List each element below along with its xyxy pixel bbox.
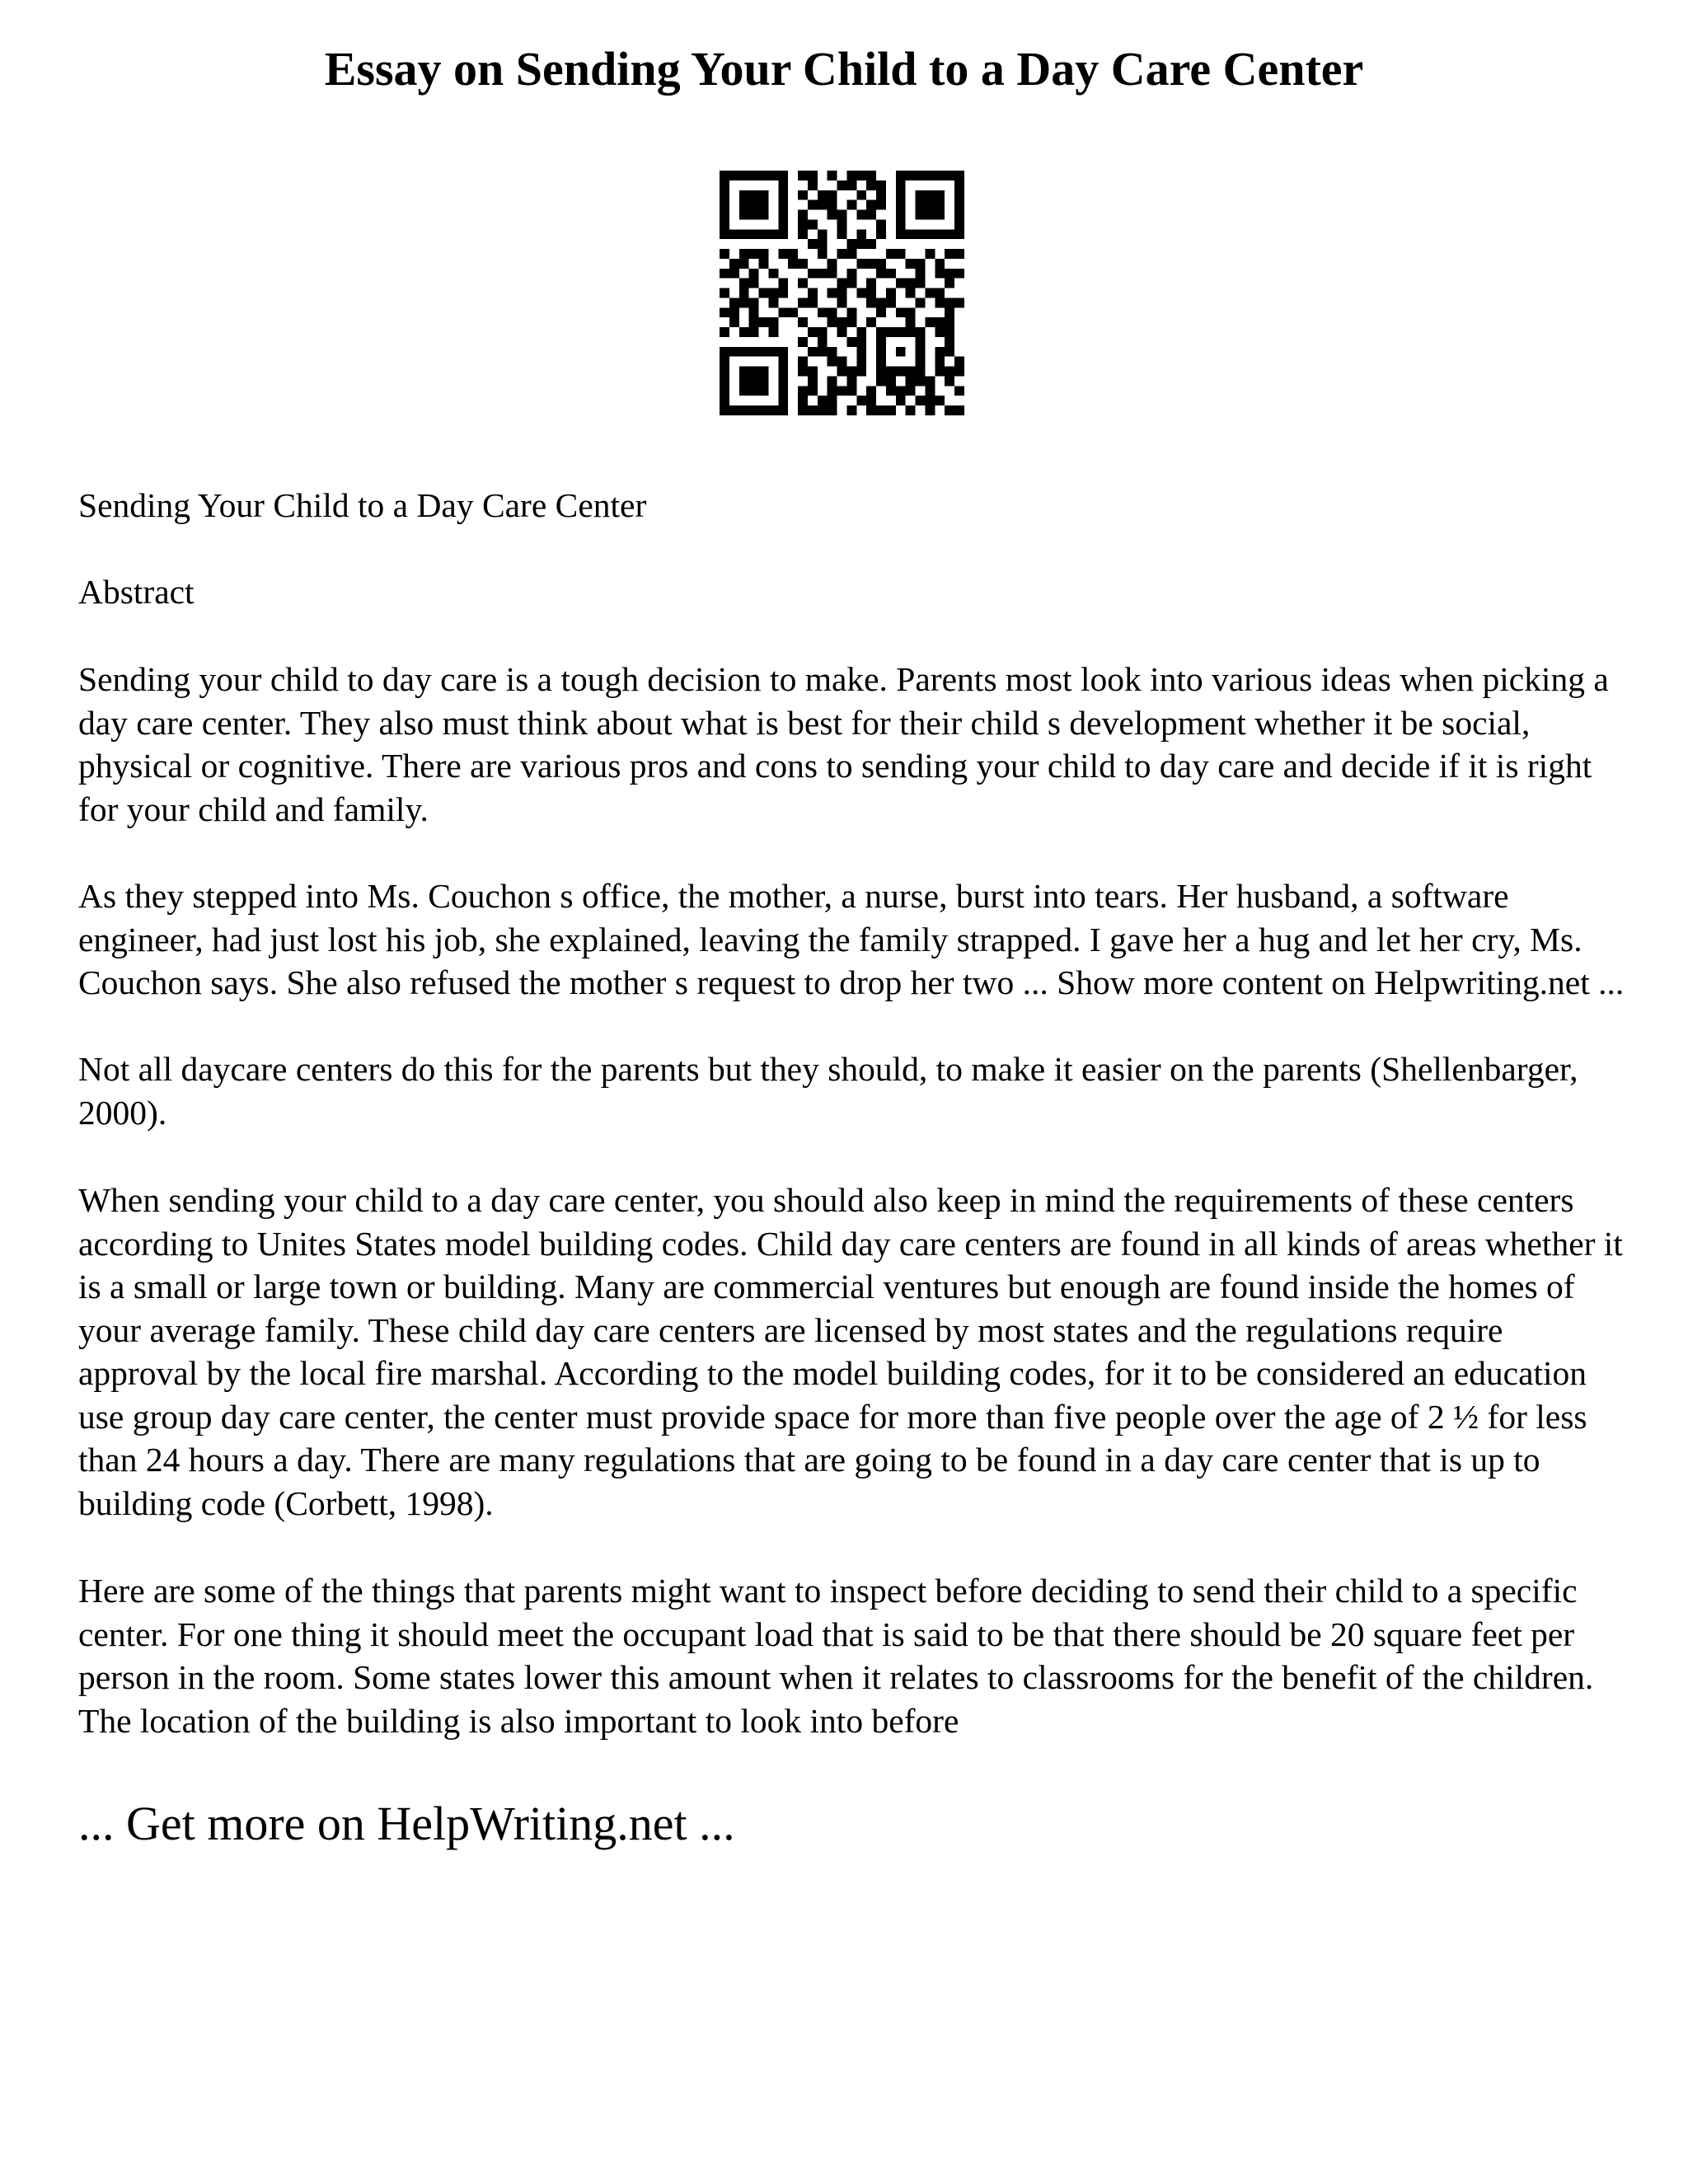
body-paragraph-inspection: Here are some of the things that parents might want to inspect before deciding to send their child to a specific center. For one thing it should meet the occupant load that is said to be that there should be 20 square feet per person in the room. Some states lower this amount when it relates to classrooms for the benefit of the children. The location of the building is also important to look into before [78, 1572, 1594, 1740]
body-paragraph-building-codes: When sending your child to a day care center, you should also keep in mind the requirements of these centers according to Unites States model building codes. Child day care centers are found in all kinds of areas whether it is a small or large town or building. Many are commercial ventures but enough are found inside the homes of your average family. These child day care centers are licensed by most states and the regulations require approval by the local fire marshal. According to the model building codes, for it to be considered an education use group day care center, the center must provide space for more than five people over the age of 2 ½ for less than 24 hours a day. There are many regulations that are going to be found in a day care center that is up to building code (Corbett, 1998). [78, 1181, 1623, 1522]
abstract-paragraph: Sending your child to day care is a tough decision to make. Parents most look into various ideas when picking a day care center. They also must think about what is best for their child s development whether it be social, physical or cognitive. There are various pros and cons to sending your child to day care and decide if it is right for your child and family. [78, 660, 1609, 828]
qr-code-icon[interactable] [720, 171, 964, 415]
body-paragraph-couchon: As they stepped into Ms. Couchon s office, the mother, a nurse, burst into tears. Her husband, a software engineer, had just lost his job, she explained, leaving the family strapped. I gave her a hug and let her cry, Ms. Couchon says. She also refused the mother s request to drop her two ... Show more content on Helpwriting.net ... [78, 877, 1625, 1001]
essay-subtitle: Sending Your Child to a Day Care Center [78, 486, 647, 524]
document-title: Essay on Sending Your Child to a Day Care Center [324, 42, 1364, 96]
abstract-heading: Abstract [78, 573, 195, 611]
body-paragraph-shellenbarger: Not all daycare centers do this for the parents but they should, to make it easier on the parents (Shellenbarger, 2000). [78, 1050, 1578, 1132]
get-more-link[interactable]: ... Get more on HelpWriting.net ... [78, 1797, 735, 1850]
